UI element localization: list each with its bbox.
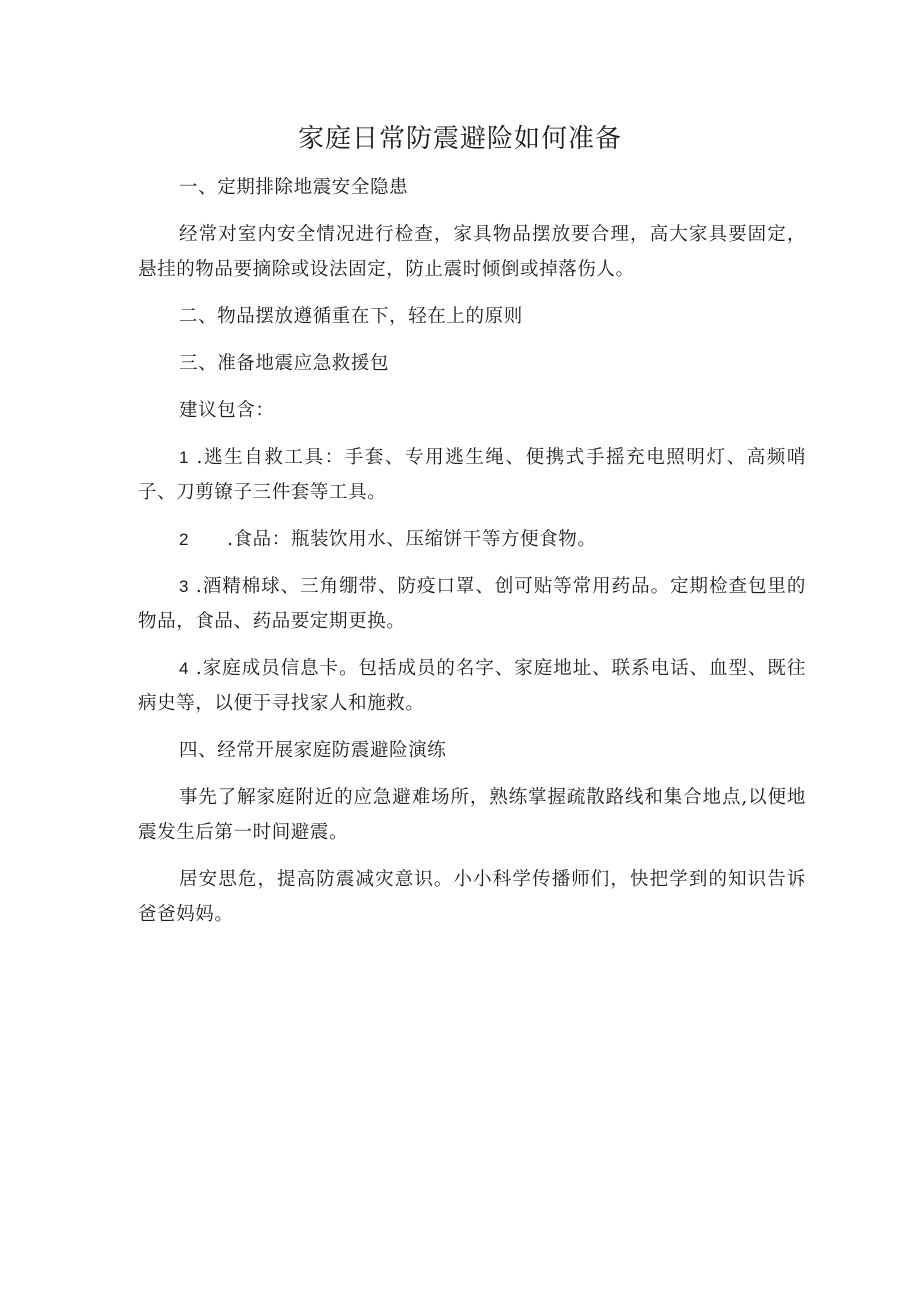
list-number: 1: [179, 448, 190, 467]
list-item-4: [138, 651, 806, 721]
paragraph-drill: 事先了解家庭附近的应急避难场所，熟练掌握疏散路线和集合地点,以便地震发生后第一时间避震。: [138, 787, 806, 843]
list-item-text: .家庭成员信息卡。包括成员的名字、家庭地址、联系电话、血型、既往病史等，以便于寻找家人和施救。: [138, 658, 806, 714]
paragraph-suggest: 建议包含：: [179, 400, 275, 421]
document-body: [138, 170, 806, 944]
list-item-1: [138, 440, 806, 510]
list-item-2: [138, 522, 806, 557]
paragraph-inspection: 经常对室内安全情况进行检查，家具物品摆放要合理，高大家具要固定，悬挂的物品要摘除或设法固定，防止震时倾倒或掉落伤人。: [138, 224, 806, 280]
list-item-text: .酒精棉球、三角绷带、防疫口罩、创可贴等常用药品。定期检查包里的物品，食品、药品要定期更换。: [138, 576, 806, 632]
paragraph-closing: 居安思危，提高防震减灾意识。小小科学传播师们，快把学到的知识告诉爸爸妈妈。: [138, 869, 806, 925]
list-number: 2: [179, 530, 190, 549]
list-item-text: .逃生自救工具：手套、专用逃生绳、便携式手摇充电照明灯、高频哨子、刀剪镣子三件套等工具。: [138, 447, 806, 503]
list-item-3: [138, 569, 806, 639]
list-number: 3: [179, 577, 190, 596]
section-heading-3: 三、准备地震应急救援包: [179, 353, 390, 374]
section-heading-1: 一、定期排除地震安全隐患: [179, 177, 409, 198]
list-item-text: .食品：瓶装饮用水、压缩饼干等方便食物。: [227, 529, 597, 550]
section-heading-2: 二、物品摆放遵循重在下，轻在上的原则: [179, 306, 523, 327]
section-heading-4: 四、经常开展家庭防震避险演练: [179, 740, 447, 761]
list-number: 4: [179, 659, 190, 678]
document-title: 家庭日常防震避险如何准备: [297, 124, 622, 154]
